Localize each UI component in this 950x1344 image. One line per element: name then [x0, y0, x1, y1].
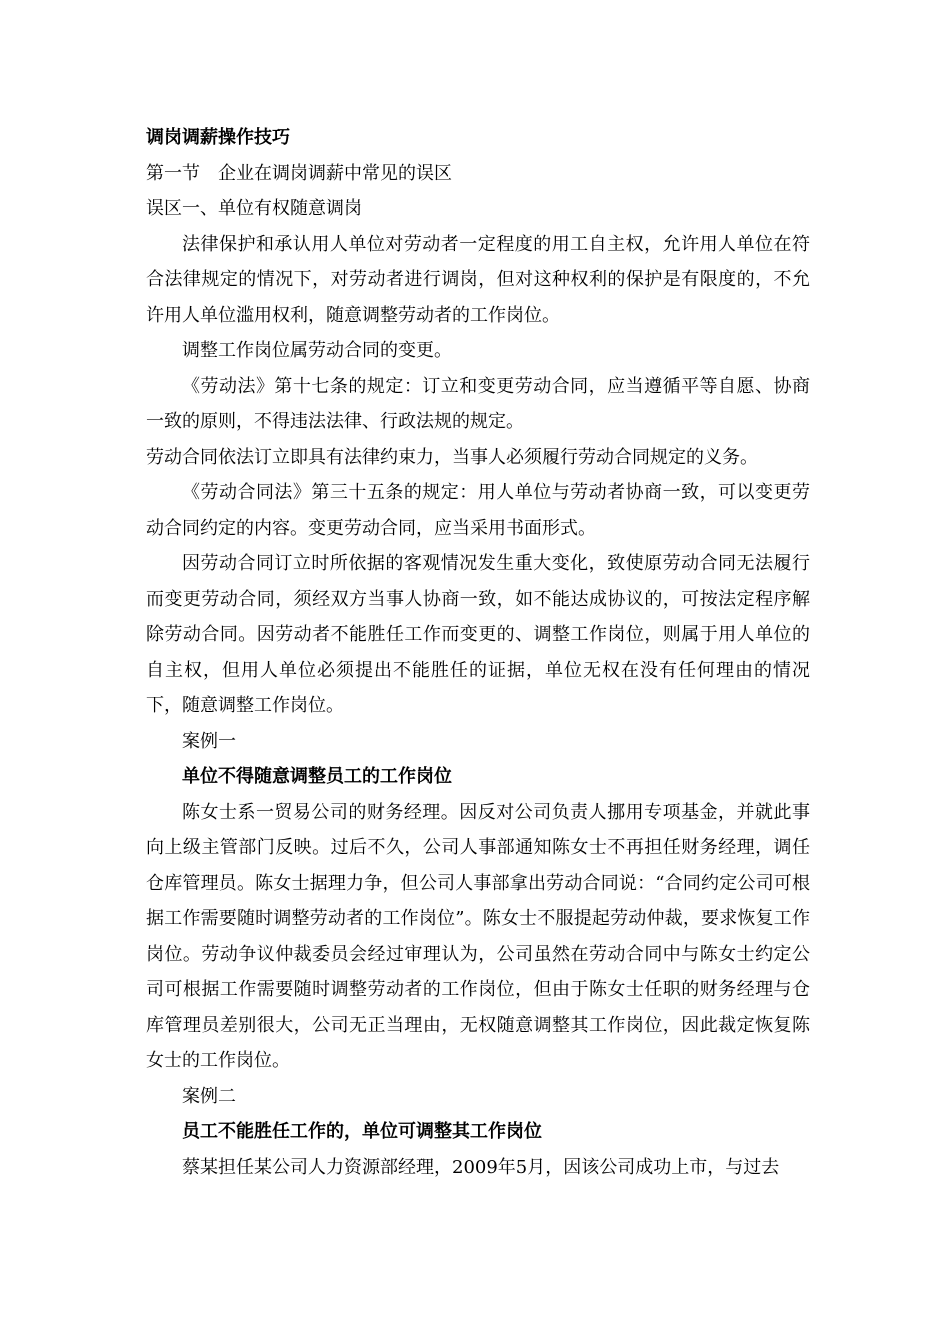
section-heading: 第一节 企业在调岗调薪中常见的误区	[146, 162, 452, 184]
case-body: 陈女士系一贸易公司的财务经理。因反对公司负责人挪用专项基金，并就此事向上级主管部门反映。过后不久，公司人事部通知陈女士不再担任财务经理，调任仓库管理员。陈女士据理力争，但公司人事部拿出劳动合同说：“合同约定公司可根据工作需要随时调整劳动者的工作岗位”。陈女士不服提起劳动仲裁，要求恢复工作岗位。劳动争议仲裁委员会经过审理认为，公司虽然在劳动合同中与陈女士约定公司可根据工作需要随时调整劳动者的工作岗位，但由于陈女士任职的财务经理与仓库管理员差别很大，公司无正当理由，无权随意调整其工作岗位，因此裁定恢复陈女士的工作岗位。	[146, 801, 810, 1071]
document-body	[146, 120, 810, 1185]
case-title: 单位不得随意调整员工的工作岗位	[182, 766, 452, 787]
case-label: 案例二	[182, 1085, 236, 1107]
paragraph: 法律保护和承认用人单位对劳动者一定程度的用工自主权，允许用人单位在符合法律规定的情况下，对劳动者进行调岗，但对这种权利的保护是有限度的，不允许用人单位滥用权利，随意调整劳动者的工作岗位。	[146, 233, 810, 326]
subheading: 误区一、单位有权随意调岗	[146, 198, 362, 219]
paragraph: 调整工作岗位属劳动合同的变更。	[182, 340, 452, 361]
paragraph: 《劳动合同法》第三十五条的规定：用人单位与劳动者协商一致，可以变更劳动合同约定的内容。变更劳动合同，应当采用书面形式。	[146, 482, 810, 539]
document-title: 调岗调薪操作技巧	[146, 127, 290, 148]
case-body: 蔡某担任某公司人力资源部经理，2009年5月，因该公司成功上市，与过去	[182, 1156, 780, 1178]
paragraph: 《劳动法》第十七条的规定：订立和变更劳动合同，应当遵循平等自愿、协商一致的原则，不得违法法律、行政法规的规定。	[146, 375, 810, 432]
paragraph: 劳动合同依法订立即具有法律约束力，当事人必须履行劳动合同规定的义务。	[146, 446, 758, 468]
case-title: 员工不能胜任工作的，单位可调整其工作岗位	[182, 1121, 542, 1142]
paragraph: 因劳动合同订立时所依据的客观情况发生重大变化，致使原劳动合同无法履行而变更劳动合同，须经双方当事人协商一致，如不能达成协议的，可按法定程序解除劳动合同。因劳动者不能胜任工作而变更的、调整工作岗位，则属于用人单位的自主权，但用人单位必须提出不能胜任的证据，单位无权在没有任何理由的情况下，随意调整工作岗位。	[146, 553, 810, 716]
case-label: 案例一	[182, 730, 236, 752]
